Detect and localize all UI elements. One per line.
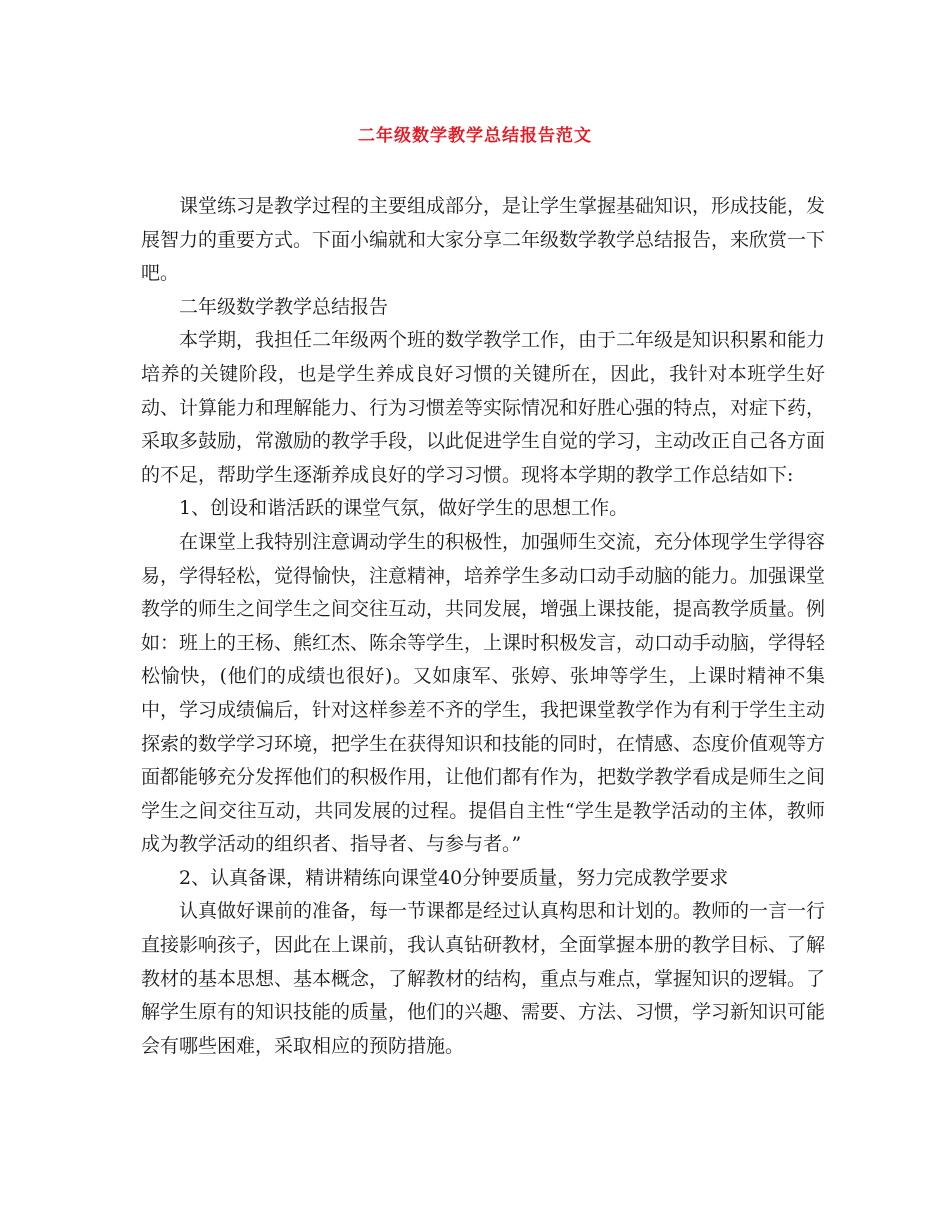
paragraph-classroom: 在课堂上我特别注意调动学生的积极性，加强师生交流，充分体现学生学得容易，学得轻松，觉得愉快，注意精神，培养学生多动口动手动脑的能力。加强课堂教学的师生之间学生之间交往互动，共同发展，增强上课技能，提高教学质量。例如：班上的王杨、熊红杰、陈余等学生，上课时积极发言，动口动手动脑，学得轻松愉快，(他们的成绩也很好)。又如康军、张婷、张坤等学生，上课时精神不集中，学习成绩偏后，针对这样参差不齐的学生，我把课堂教学作为有利于学生主动探索的数学学习环境，把学生在获得知识和技能的同时，在情感、态度价值观等方面都能够充分发挥他们的积极作用，让他们都有作为，把数学教学看成是师生之间学生之间交往互动，共同发展的过程。提倡自主性“学生是教学活动的主体，教师成为教学活动的组织者、指导者、与参与者。” <box>141 530 826 856</box>
paragraph-preparation: 认真做好课前的准备，每一节课都是经过认真构思和计划的。教师的一言一行直接影响孩子，因此在上课前，我认真钻研教材，全面掌握本册的教学目标、了解教材的基本思想、基本概念，了解教材的结构，重点与难点，掌握知识的逻辑。了解学生原有的知识技能的质量，他们的兴趣、需要、方法、习惯，学习新知识可能会有哪些困难，采取相应的预防措施。 <box>141 900 826 1057</box>
paragraph-intro: 课堂练习是教学过程的主要组成部分，是让学生掌握基础知识，形成技能，发展智力的重要方式。下面小编就和大家分享二年级数学教学总结报告，来欣赏一下吧。 <box>141 195 826 285</box>
paragraph-subtitle: 二年级数学教学总结报告 <box>179 295 389 318</box>
document-body <box>141 190 825 1063</box>
paragraph-semester: 本学期，我担任二年级两个班的数学教学工作，由于二年级是知识积累和能力培养的关键阶段，也是学生养成良好习惯的关键所在，因此，我针对本班学生好动、计算能力和理解能力、行为习惯差等实际情况和好胜心强的特点，对症下药，采取多鼓励，常激励的教学手段，以此促进学生自觉的学习，主动改正自己各方面的不足，帮助学生逐渐养成良好的学习习惯。现将本学期的教学工作总结如下: <box>141 329 826 486</box>
paragraph-heading-1: 1、创设和谐活跃的课堂气氛，做好学生的思想工作。 <box>179 497 629 520</box>
paragraph-heading-2: 2、认真备课，精讲精练向课堂40分钟要质量，努力完成教学要求 <box>179 866 729 889</box>
document-title: 二年级数学教学总结报告范文 <box>358 126 592 146</box>
